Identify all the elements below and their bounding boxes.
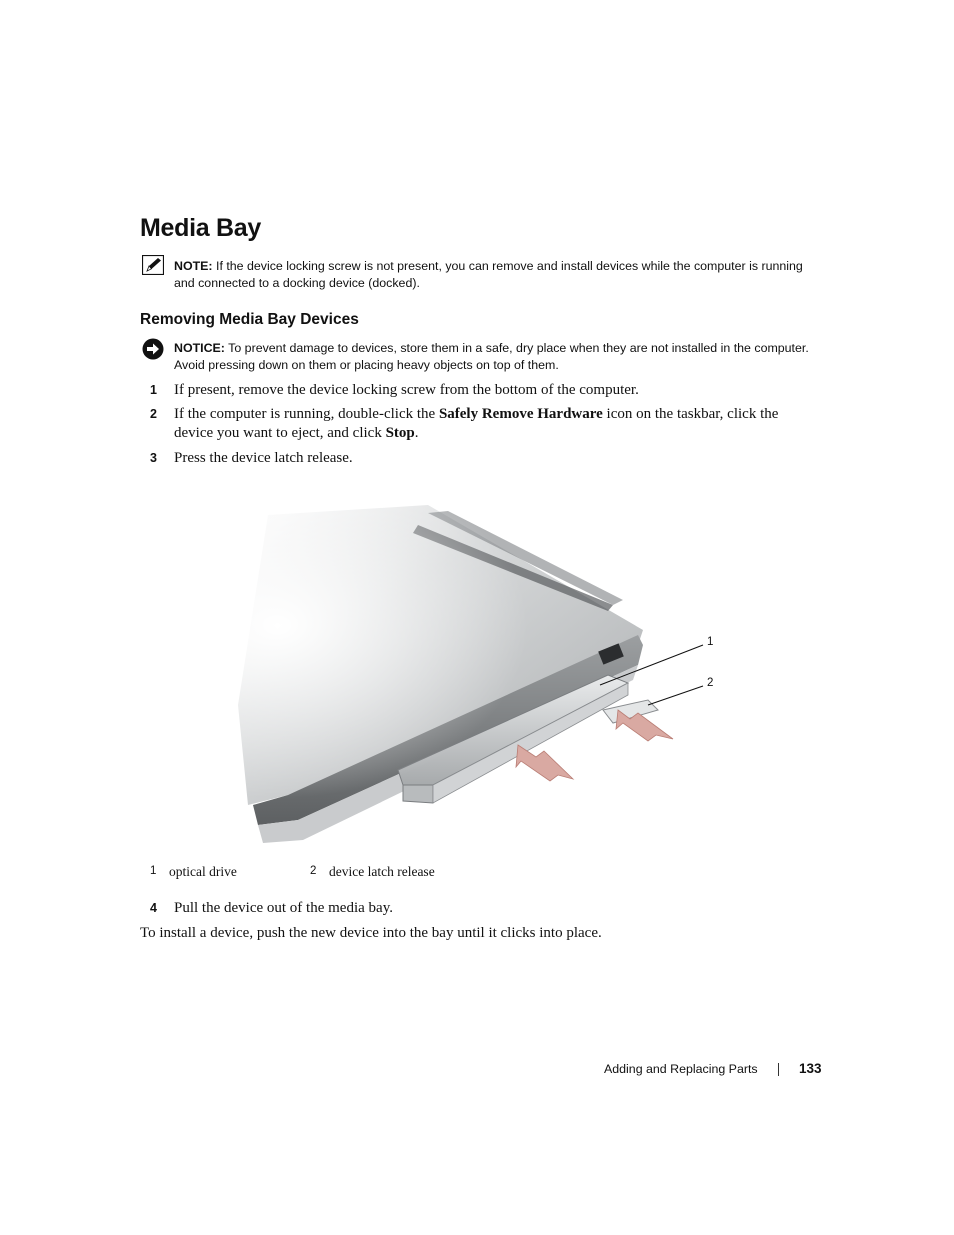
section-subheading: Removing Media Bay Devices xyxy=(140,311,359,328)
step-text: If the computer is running, double-click the Safely Remove Hardware icon on the taskbar, click the device you want to eject, and click Stop. xyxy=(174,406,779,441)
step-4 xyxy=(150,899,810,919)
step-text: If present, remove the device locking screw from the bottom of the computer. xyxy=(174,382,639,398)
legend-item xyxy=(150,864,290,882)
step-number: 3 xyxy=(150,451,157,465)
step-1 xyxy=(150,381,810,401)
notice-label: NOTICE: xyxy=(174,341,225,355)
step-number: 2 xyxy=(150,407,157,421)
notice-block xyxy=(174,340,814,374)
callout-2: 2 xyxy=(707,677,714,689)
legend-number: 2 xyxy=(310,865,317,877)
install-instructions: To install a device, push the new device into the bay until it clicks into place. xyxy=(140,925,602,941)
laptop-media-bay-illustration xyxy=(228,505,728,850)
legend-number: 1 xyxy=(150,865,157,877)
safely-remove-hardware-term: Safely Remove Hardware xyxy=(438,406,603,422)
step-number: 1 xyxy=(150,383,157,397)
note-body: If the device locking screw is not present, you can remove and install devices while the computer is running and connected to a docking device (docked). xyxy=(174,259,803,290)
step-text: Press the device latch release. xyxy=(174,450,353,466)
footer-section-title: Adding and Replacing Parts xyxy=(604,1062,758,1076)
legend-item xyxy=(310,864,470,882)
note-label: NOTE: xyxy=(174,259,213,273)
pencil-note-icon xyxy=(142,255,164,275)
footer-separator xyxy=(778,1063,779,1076)
callout-1: 1 xyxy=(707,636,714,648)
step-3 xyxy=(150,449,810,469)
note-block xyxy=(174,258,814,292)
page-title: Media Bay xyxy=(140,214,261,242)
page-number: 133 xyxy=(799,1061,822,1076)
notice-arrow-icon xyxy=(142,338,164,358)
legend-label: optical drive xyxy=(169,864,237,879)
notice-body: To prevent damage to devices, store them in a safe, dry place when they are not installed in the computer. Avoid pressing down on them or placing heavy objects on top of them. xyxy=(174,341,809,372)
legend-label: device latch release xyxy=(329,864,435,879)
step-2 xyxy=(150,405,810,445)
step-text: Pull the device out of the media bay. xyxy=(174,900,393,916)
step-number: 4 xyxy=(150,901,157,915)
stop-term: Stop xyxy=(385,425,415,441)
